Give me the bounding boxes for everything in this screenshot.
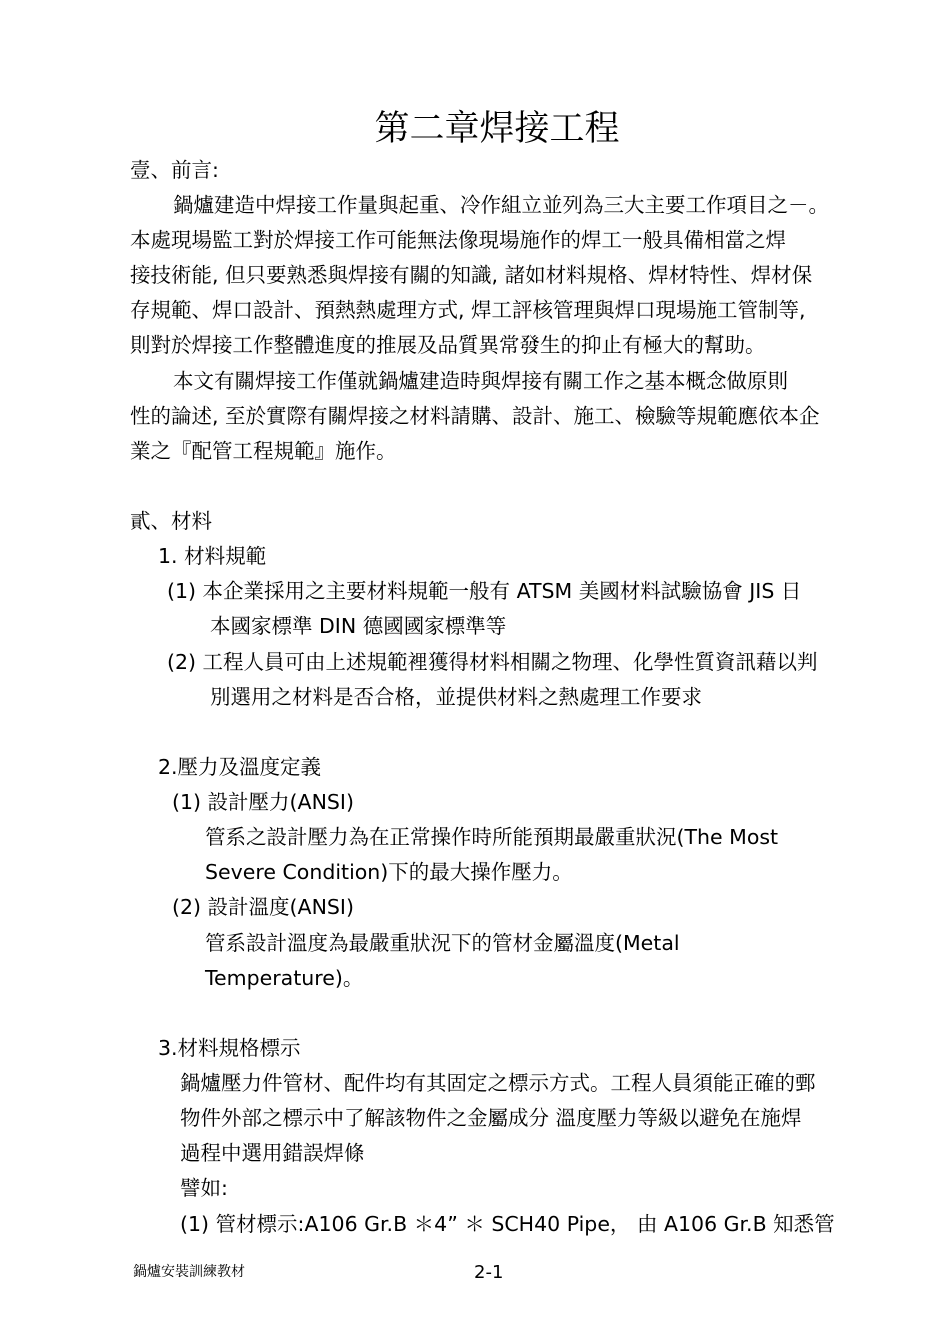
intro-paragraph-line: 存規範、焊口設計、預熱熱處理方式, 焊工評核管理與焊口現場施工管制等,: [130, 298, 806, 322]
subsection-heading-spec: 1. 材料規範: [158, 544, 267, 568]
example-item-line: (1) 管材標示:A106 Gr.B ＊4” ＊ SCH40 Pipe， 由 A106 Gr.B 知悉管: [180, 1212, 835, 1236]
footer-document-name: 鍋爐安裝訓練教材: [133, 1264, 245, 1280]
intro-paragraph-line: 本文有關焊接工作僅就鍋爐建造時與焊接有關工作之基本概念做原則: [173, 369, 788, 393]
intro-paragraph-line: 業之『配管工程規範』施作。: [130, 439, 397, 463]
spec-item-line: (1) 本企業採用之主要材料規範一般有 ATSM 美國材料試驗協會 JIS 日: [167, 579, 802, 603]
subsection-heading-pressure-temp: 2.壓力及溫度定義: [158, 755, 322, 779]
intro-paragraph-line: 性的論述, 至於實際有關焊接之材料請購、設計、施工、檢驗等規範應依本企: [130, 404, 820, 428]
marking-body-line: 物件外部之標示中了解該物件之金屬成分 溫度壓力等級以避免在施焊: [180, 1106, 802, 1130]
marking-body-line: 過程中選用錯誤焊條: [180, 1141, 365, 1165]
section-heading-intro: 壹、前言:: [130, 158, 219, 182]
marking-body-line: 鍋爐壓力件管材、配件均有其固定之標示方式。工程人員須能正確的鄄: [180, 1071, 816, 1095]
chapter-title: 第二章焊接工程: [374, 109, 620, 149]
pressure-item-heading: (1) 設計壓力(ANSI): [172, 790, 354, 814]
pressure-item-body-line: Severe Condition)下的最大操作壓力。: [205, 860, 573, 884]
intro-paragraph-line: 鍋爐建造中焊接工作量與起重、冷作組立並列為三大主要工作項目之－。: [173, 193, 829, 217]
spec-item-line: (2) 工程人員可由上述規範裡獲得材料相關之物理、化學性質資訊藉以判: [167, 650, 818, 674]
intro-paragraph-line: 則對於焊接工作整體進度的推展及品質異常發生的抑止有極大的幫助。: [130, 333, 766, 357]
spec-item-line: 本國家標準 DIN 德國國家標準等: [210, 614, 507, 638]
example-label: 譬如:: [180, 1176, 228, 1200]
pressure-item-body-line: 管系之設計壓力為在正常操作時所能預期最嚴重狀況(The Most: [205, 825, 779, 849]
intro-paragraph-line: 本處現場監工對於焊接工作可能無法像現場施作的焊工一般具備相當之焊: [130, 228, 786, 252]
subsection-heading-marking: 3.材料規格標示: [158, 1036, 301, 1060]
temperature-item-body-line: Temperature)。: [205, 966, 364, 990]
section-heading-materials: 貳、材料: [130, 509, 212, 533]
intro-paragraph-line: 接技術能, 但只要熟悉與焊接有關的知識, 諸如材料規格、焊材特性、焊材保: [130, 263, 813, 287]
temperature-item-body-line: 管系設計溫度為最嚴重狀況下的管材金屬溫度(Metal: [205, 931, 680, 955]
footer-page-number: 2-1: [474, 1262, 504, 1283]
temperature-item-heading: (2) 設計溫度(ANSI): [172, 895, 354, 919]
spec-item-line: 別選用之材料是否合格，並提供材料之熱處理工作要求: [210, 685, 702, 709]
